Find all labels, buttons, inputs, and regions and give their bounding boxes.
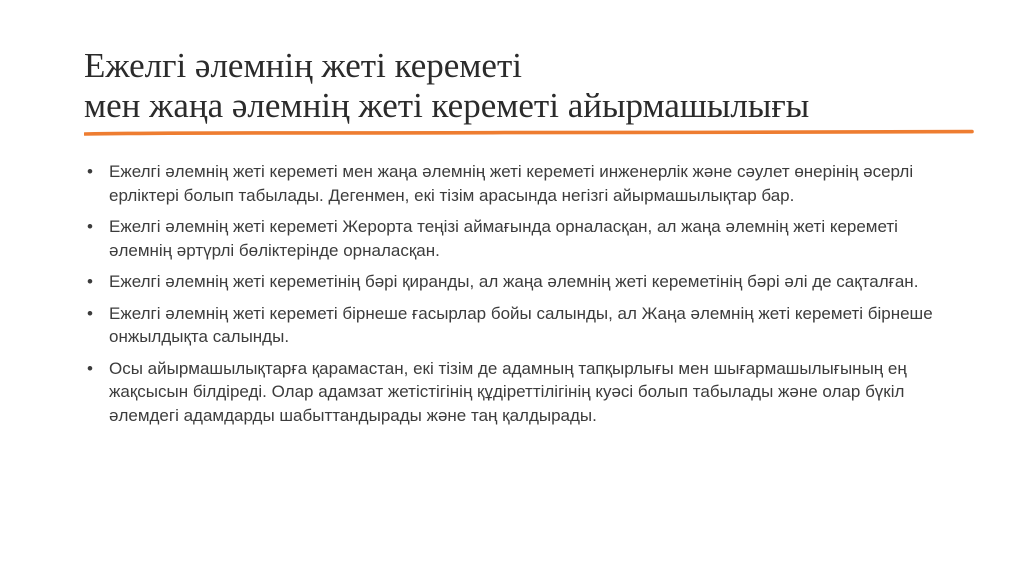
- list-item: [84, 270, 964, 294]
- bullet-text: Ежелгі әлемнің жеті кереметі Жерорта теңізі аймағында орналасқан, ал жаңа әлемнің жеті кереметі әлемнің әртүрлі бөліктерінде орналасқан.: [109, 217, 898, 260]
- bullet-marker: •: [87, 272, 93, 291]
- bullet-marker: •: [87, 303, 93, 323]
- bullet-marker: •: [87, 217, 93, 236]
- accent-stroke: [85, 132, 972, 134]
- list-item: [84, 160, 964, 207]
- bullet-text: Ежелгі әлемнің жеті кереметі бірнеше ғасырлар бойы салынды, ал Жаңа әлемнің жеті кереметі бірнеше онжылдықта салынды.: [109, 303, 933, 346]
- bullet-text: Ежелгі әлемнің жеті кереметі мен жаңа әлемнің жеті кереметі инженерлік және сәулет өнерінің әсерлі ерліктері болып табылады. Дегенмен, екі тізім арасында негізгі айырмашылықтар бар.: [109, 162, 914, 205]
- title-line-1: Ежелгі әлемнің жеті кереметі: [84, 46, 522, 85]
- list-item: [84, 215, 964, 262]
- list-item: [84, 357, 964, 428]
- bullet-list: [84, 160, 964, 435]
- list-item: [84, 302, 964, 349]
- bullet-marker: •: [87, 358, 93, 378]
- title-line-2: мен жаңа әлемнің жеті кереметі айырмашылығы: [84, 86, 810, 125]
- bullet-marker: •: [87, 162, 93, 181]
- slide-title: [84, 46, 984, 126]
- title-accent-underline: [84, 128, 974, 138]
- bullet-text: Ежелгі әлемнің жеті кереметінің бәрі қиранды, ал жаңа әлемнің жеті кереметінің бәрі әлі де сақталған.: [109, 272, 919, 291]
- bullet-text: Осы айырмашылықтарға қарамастан, екі тізім де адамның тапқырлығы мен шығармашылығының ең жақсысын білдіреді. Олар адамзат жетістігінің құдіреттілігінің куәсі болып табылады және олар бүкіл әлемдегі адамдарды шабыттандырады және таң қалдырады.: [109, 358, 907, 425]
